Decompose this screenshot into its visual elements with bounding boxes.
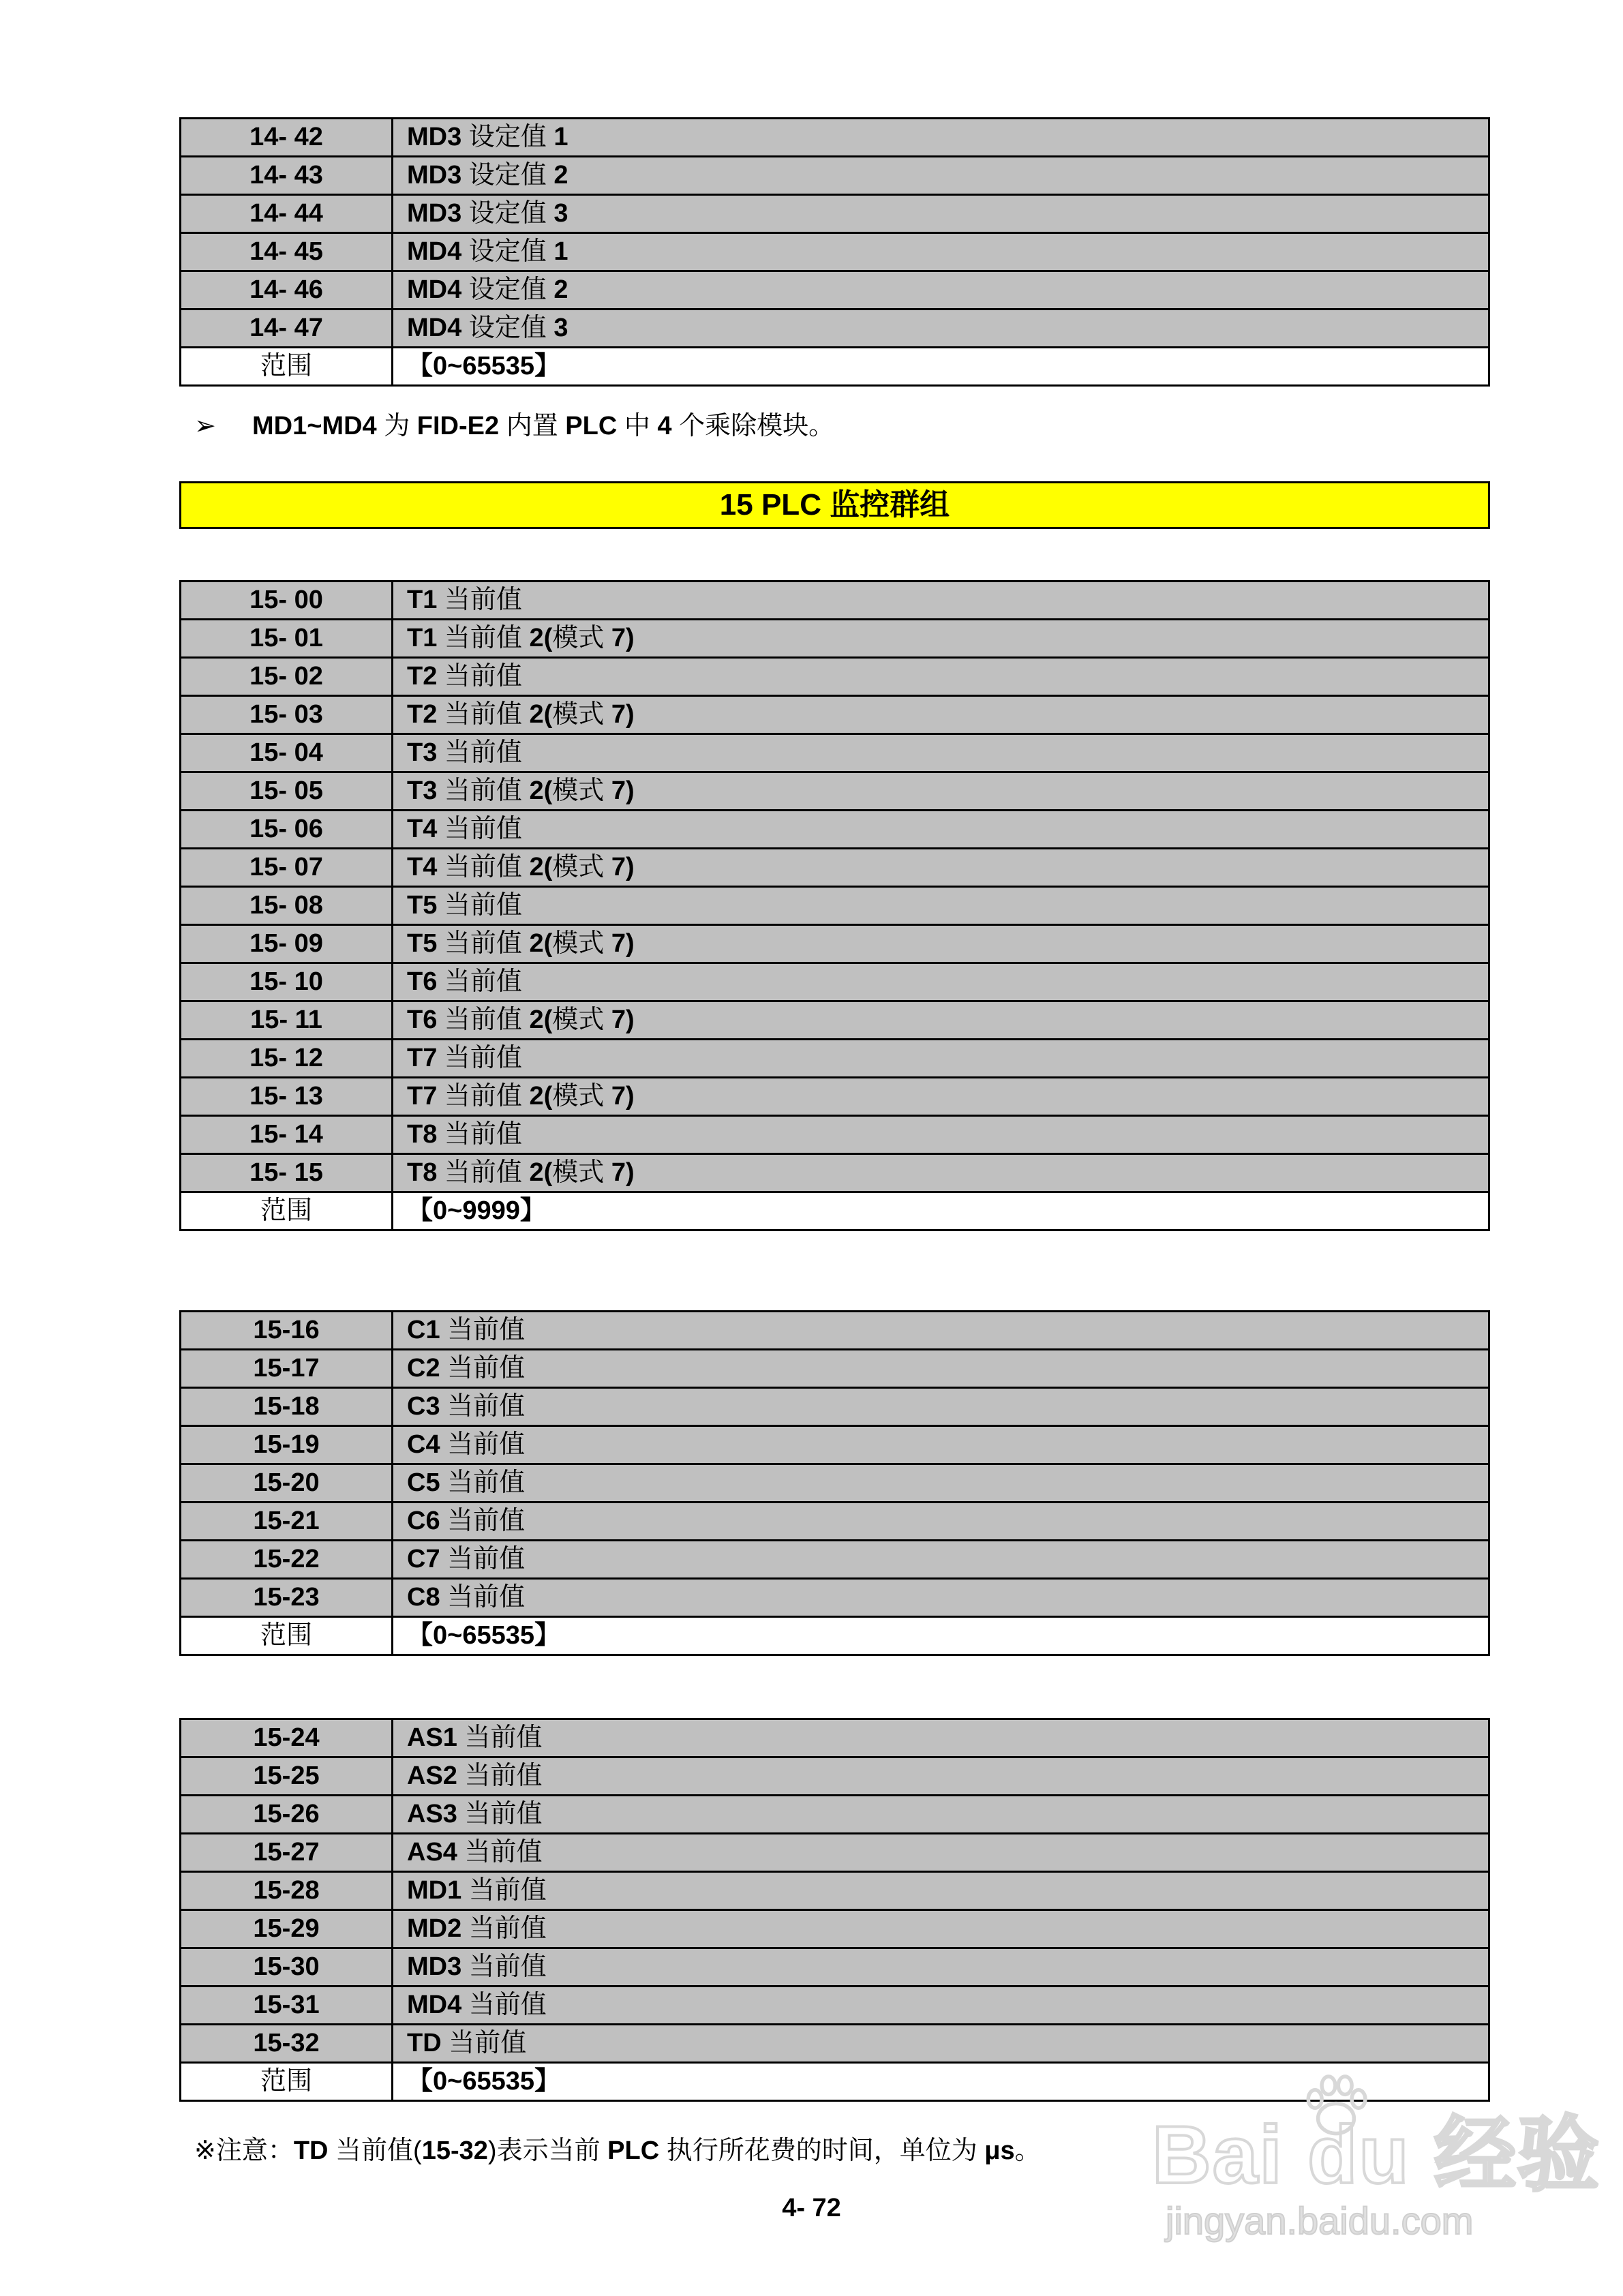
- param-text: 当前值: [437, 700, 530, 729]
- table-row: [181, 1834, 1489, 1872]
- parameter-table-md-settings: [179, 117, 1490, 387]
- param-text: 当前值: [437, 1006, 530, 1034]
- param-mode: 模式: [552, 624, 605, 652]
- param-text: 设定值: [461, 314, 554, 342]
- param-suffix: 2(: [529, 1006, 553, 1034]
- table-row: [181, 1948, 1489, 1987]
- param-mode: 模式: [552, 700, 605, 729]
- param-text: 当前值: [437, 853, 530, 881]
- param-text: 当前值: [440, 1468, 526, 1497]
- param-text: 当前值: [437, 891, 522, 920]
- param-code: 14- 47: [181, 309, 393, 348]
- param-tail: 7): [604, 853, 635, 881]
- param-tail: 7): [604, 1158, 635, 1187]
- param-text: 设定值: [461, 123, 554, 151]
- table-2-body: [181, 581, 1489, 1230]
- param-text: 当前值: [437, 776, 530, 805]
- param-description: [393, 1579, 1489, 1617]
- table-row: [181, 887, 1489, 925]
- baidu-jingyan-watermark: [1152, 2069, 1601, 2246]
- param-label: MD3: [407, 1952, 462, 1981]
- table-row: [181, 1312, 1489, 1350]
- range-label: 范围: [181, 1192, 393, 1230]
- table-row: [181, 1154, 1489, 1192]
- param-suffix: 2(: [529, 700, 553, 729]
- range-value: 【0~65535】: [393, 348, 1489, 386]
- param-suffix: 2(: [529, 1082, 553, 1111]
- note-part: 中: [617, 412, 658, 440]
- table-row: [181, 1426, 1489, 1464]
- table-row: [181, 849, 1489, 887]
- param-code: 15- 12: [181, 1040, 393, 1078]
- param-code: 15-18: [181, 1388, 393, 1426]
- param-code: 15- 05: [181, 772, 393, 811]
- param-description: [393, 1502, 1489, 1541]
- param-label: T8: [407, 1158, 438, 1187]
- param-label: MD3: [407, 123, 462, 151]
- table-row: [181, 1872, 1489, 1910]
- param-tail: 7): [604, 700, 635, 729]
- param-description: [393, 734, 1489, 772]
- param-description: [393, 119, 1489, 157]
- param-text: 当前值: [440, 1430, 526, 1459]
- table-row: [181, 620, 1489, 658]
- param-text: 当前值: [437, 815, 522, 843]
- param-label: T3: [407, 738, 438, 767]
- param-description: [393, 1757, 1489, 1796]
- range-label: 范围: [181, 2063, 393, 2101]
- param-code: 15- 03: [181, 696, 393, 734]
- param-code: 15-26: [181, 1796, 393, 1834]
- param-suffix: 2: [553, 275, 568, 304]
- param-text: 当前值: [461, 1991, 547, 2019]
- param-description: [393, 1541, 1489, 1579]
- param-text: 当前值: [440, 1316, 526, 1344]
- param-text: 当前值: [440, 1583, 526, 1612]
- param-text: 当前值: [457, 1838, 543, 1867]
- table-row: [181, 1464, 1489, 1502]
- param-description: [393, 271, 1489, 309]
- table-row: [181, 119, 1489, 157]
- param-label: T4: [407, 853, 438, 881]
- param-code: 15-22: [181, 1541, 393, 1579]
- param-label: AS4: [407, 1838, 457, 1867]
- note-part: PLC: [607, 2136, 660, 2165]
- param-label: AS2: [407, 1762, 457, 1790]
- table-row: [181, 734, 1489, 772]
- param-tail: 7): [604, 1082, 635, 1111]
- watermark-url: jingyan.baidu.com: [1166, 2199, 1474, 2242]
- param-description: [393, 1426, 1489, 1464]
- param-suffix: 2(: [529, 1158, 553, 1187]
- param-code: 15-29: [181, 1910, 393, 1948]
- range-row: [181, 1617, 1489, 1655]
- param-label: MD3: [407, 199, 462, 228]
- param-description: [393, 157, 1489, 195]
- parameter-table-as-md-td: [179, 1718, 1490, 2102]
- param-description: [393, 1948, 1489, 1987]
- table-row: [181, 1078, 1489, 1116]
- param-code: 15- 01: [181, 620, 393, 658]
- param-code: 15-25: [181, 1757, 393, 1796]
- range-row: [181, 348, 1489, 386]
- param-text: 当前值: [437, 929, 530, 958]
- param-code: 15- 14: [181, 1116, 393, 1154]
- param-text: 当前值: [437, 967, 522, 996]
- param-label: AS1: [407, 1723, 457, 1752]
- param-description: [393, 1116, 1489, 1154]
- table-row: [181, 1116, 1489, 1154]
- table-row: [181, 1502, 1489, 1541]
- note-part: 。: [1014, 2136, 1041, 2165]
- param-description: [393, 887, 1489, 925]
- param-suffix: 2(: [529, 624, 553, 652]
- param-mode: 模式: [552, 776, 605, 805]
- param-suffix: 2(: [529, 776, 553, 805]
- param-description: [393, 1078, 1489, 1116]
- param-label: C5: [407, 1468, 440, 1497]
- param-description: [393, 1834, 1489, 1872]
- note-part: PLC: [565, 412, 618, 440]
- range-label: 范围: [181, 1617, 393, 1655]
- param-description: [393, 1872, 1489, 1910]
- table-row: [181, 1001, 1489, 1040]
- param-code: 15-20: [181, 1464, 393, 1502]
- table-row: [181, 195, 1489, 233]
- param-label: T5: [407, 891, 438, 920]
- param-code: 15-31: [181, 1987, 393, 2025]
- param-description: [393, 1910, 1489, 1948]
- param-code: 14- 44: [181, 195, 393, 233]
- param-text: 设定值: [461, 237, 554, 266]
- note-part: ※注意：: [194, 2136, 294, 2165]
- param-text: 当前值: [437, 738, 522, 767]
- param-code: 15-24: [181, 1719, 393, 1757]
- param-label: T4: [407, 815, 438, 843]
- param-label: T6: [407, 967, 438, 996]
- param-label: MD2: [407, 1914, 462, 1943]
- watermark-brand: Bai du 经验: [1152, 2109, 1601, 2201]
- param-label: MD4: [407, 314, 462, 342]
- table-row: [181, 811, 1489, 849]
- table-row: [181, 233, 1489, 271]
- param-label: T2: [407, 662, 438, 691]
- note-part: 内置: [499, 412, 566, 440]
- param-label: MD4: [407, 1991, 462, 2019]
- parameter-table-counters: [179, 1310, 1490, 1656]
- param-description: [393, 1796, 1489, 1834]
- param-label: C6: [407, 1507, 440, 1535]
- table-row: [181, 1987, 1489, 2025]
- param-code: 15-19: [181, 1426, 393, 1464]
- param-label: C2: [407, 1354, 440, 1383]
- note-part: TD: [293, 2136, 329, 2165]
- param-code: 15-16: [181, 1312, 393, 1350]
- param-description: [393, 620, 1489, 658]
- paw-icon: [1299, 2069, 1374, 2144]
- section-header-plc-monitor: 15 PLC 监控群组: [179, 481, 1490, 529]
- param-label: C7: [407, 1545, 440, 1573]
- param-suffix: 2(: [529, 929, 553, 958]
- param-text: 当前值: [457, 1723, 543, 1752]
- param-code: 15- 07: [181, 849, 393, 887]
- table-row: [181, 581, 1489, 620]
- param-text: 当前值: [461, 1952, 547, 1981]
- param-tail: 7): [604, 776, 635, 805]
- param-suffix: 1: [553, 237, 568, 266]
- page-number: 4- 72: [782, 2194, 841, 2222]
- table-row: [181, 1719, 1489, 1757]
- bullet-arrow-icon: ➢: [194, 412, 216, 440]
- param-code: 14- 45: [181, 233, 393, 271]
- param-mode: 模式: [552, 1006, 605, 1034]
- table-row: [181, 1910, 1489, 1948]
- range-value: 【0~65535】: [393, 2063, 1489, 2101]
- param-description: [393, 1312, 1489, 1350]
- param-text: 当前值: [437, 586, 522, 614]
- note-part: 当前值(: [328, 2136, 422, 2165]
- param-code: 15- 13: [181, 1078, 393, 1116]
- param-label: MD4: [407, 237, 462, 266]
- note-part: 4: [657, 412, 672, 440]
- param-description: [393, 849, 1489, 887]
- param-text: 当前值: [461, 1914, 547, 1943]
- param-code: 15-23: [181, 1579, 393, 1617]
- table-row: [181, 925, 1489, 963]
- param-code: 15- 10: [181, 963, 393, 1001]
- table-3-body: [181, 1312, 1489, 1655]
- table-row: [181, 1757, 1489, 1796]
- param-code: 15-27: [181, 1834, 393, 1872]
- table-1-body: [181, 119, 1489, 386]
- note-part: 个乘除模块。: [671, 412, 835, 440]
- range-value: 【0~65535】: [393, 1617, 1489, 1655]
- param-text: 当前值: [440, 1354, 526, 1383]
- param-code: 15- 02: [181, 658, 393, 696]
- param-label: T1: [407, 586, 438, 614]
- table-row: [181, 1350, 1489, 1388]
- param-label: T2: [407, 700, 438, 729]
- range-row: [181, 1192, 1489, 1230]
- md-module-note: [194, 409, 834, 443]
- param-description: [393, 195, 1489, 233]
- param-text: 当前值: [461, 1876, 547, 1905]
- table-4-body: [181, 1719, 1489, 2101]
- param-label: T5: [407, 929, 438, 958]
- param-tail: 7): [604, 624, 635, 652]
- param-tail: 7): [604, 929, 635, 958]
- param-text: 设定值: [461, 275, 554, 304]
- param-code: 15- 06: [181, 811, 393, 849]
- param-code: 15-17: [181, 1350, 393, 1388]
- param-mode: 模式: [552, 1158, 605, 1187]
- param-text: 设定值: [461, 199, 554, 228]
- note-part: 执行所花费的时间，单位为: [659, 2136, 985, 2165]
- note-part: FID-E2: [416, 412, 500, 440]
- param-description: [393, 772, 1489, 811]
- param-description: [393, 811, 1489, 849]
- param-text: 当前值: [440, 1507, 526, 1535]
- param-label: T3: [407, 776, 438, 805]
- td-note: [194, 2134, 1041, 2168]
- param-suffix: 2: [553, 161, 568, 190]
- table-row: [181, 658, 1489, 696]
- param-label: AS3: [407, 1800, 457, 1828]
- param-text: 当前值: [441, 2029, 527, 2057]
- param-label: T7: [407, 1044, 438, 1072]
- param-code: 15-21: [181, 1502, 393, 1541]
- table-row: [181, 696, 1489, 734]
- param-text: 当前值: [440, 1392, 526, 1421]
- param-tail: 7): [604, 1006, 635, 1034]
- range-label: 范围: [181, 348, 393, 386]
- table-row: [181, 2025, 1489, 2063]
- param-description: [393, 1350, 1489, 1388]
- note-part: μs: [984, 2136, 1015, 2165]
- table-row: [181, 1541, 1489, 1579]
- param-code: 15- 08: [181, 887, 393, 925]
- param-mode: 模式: [552, 929, 605, 958]
- param-code: 15- 09: [181, 925, 393, 963]
- table-row: [181, 309, 1489, 348]
- param-code: 15- 04: [181, 734, 393, 772]
- note-part: 为: [376, 412, 417, 440]
- param-code: 14- 43: [181, 157, 393, 195]
- param-description: [393, 1464, 1489, 1502]
- table-row: [181, 1796, 1489, 1834]
- param-text: 当前值: [437, 662, 522, 691]
- param-text: 当前值: [437, 1082, 530, 1111]
- table-row: [181, 1579, 1489, 1617]
- param-text: 当前值: [437, 1120, 522, 1149]
- param-description: [393, 2025, 1489, 2063]
- param-description: [393, 1719, 1489, 1757]
- param-text: 当前值: [437, 624, 530, 652]
- table-row: [181, 1388, 1489, 1426]
- param-label: MD1: [407, 1876, 462, 1905]
- param-text: 当前值: [457, 1800, 543, 1828]
- param-mode: 模式: [552, 853, 605, 881]
- param-description: [393, 1001, 1489, 1040]
- param-description: [393, 233, 1489, 271]
- param-suffix: 3: [553, 199, 568, 228]
- param-text: 当前值: [437, 1044, 522, 1072]
- param-suffix: 2(: [529, 853, 553, 881]
- param-text: 当前值: [437, 1158, 530, 1187]
- table-row: [181, 271, 1489, 309]
- param-description: [393, 581, 1489, 620]
- param-label: T1: [407, 624, 438, 652]
- param-description: [393, 1388, 1489, 1426]
- table-row: [181, 157, 1489, 195]
- param-label: T6: [407, 1006, 438, 1034]
- param-suffix: 1: [553, 123, 568, 151]
- range-value: 【0~9999】: [393, 1192, 1489, 1230]
- param-code: 15- 15: [181, 1154, 393, 1192]
- param-description: [393, 925, 1489, 963]
- table-row: [181, 1040, 1489, 1078]
- note-part: MD1~MD4: [252, 412, 377, 440]
- param-label: T7: [407, 1082, 438, 1111]
- param-code: 15-32: [181, 2025, 393, 2063]
- note-part: 15-32: [421, 2136, 488, 2165]
- table-row: [181, 963, 1489, 1001]
- param-code: 15-28: [181, 1872, 393, 1910]
- param-description: [393, 309, 1489, 348]
- param-code: 15- 11: [181, 1001, 393, 1040]
- param-label: MD3: [407, 161, 462, 190]
- param-code: 14- 46: [181, 271, 393, 309]
- param-label: C8: [407, 1583, 440, 1612]
- param-mode: 模式: [552, 1082, 605, 1111]
- param-code: 14- 42: [181, 119, 393, 157]
- param-label: C3: [407, 1392, 440, 1421]
- param-description: [393, 658, 1489, 696]
- parameter-table-timers: [179, 580, 1490, 1231]
- note-part: )表示当前: [487, 2136, 608, 2165]
- param-label: C1: [407, 1316, 440, 1344]
- param-label: C4: [407, 1430, 440, 1459]
- param-suffix: 3: [553, 314, 568, 342]
- param-description: [393, 1040, 1489, 1078]
- param-description: [393, 1154, 1489, 1192]
- param-code: 15- 00: [181, 581, 393, 620]
- param-label: MD4: [407, 275, 462, 304]
- table-row: [181, 772, 1489, 811]
- param-description: [393, 696, 1489, 734]
- param-label: TD: [407, 2029, 442, 2057]
- param-text: 当前值: [457, 1762, 543, 1790]
- param-description: [393, 963, 1489, 1001]
- param-label: T8: [407, 1120, 438, 1149]
- param-code: 15-30: [181, 1948, 393, 1987]
- param-text: 当前值: [440, 1545, 526, 1573]
- param-description: [393, 1987, 1489, 2025]
- param-text: 设定值: [461, 161, 554, 190]
